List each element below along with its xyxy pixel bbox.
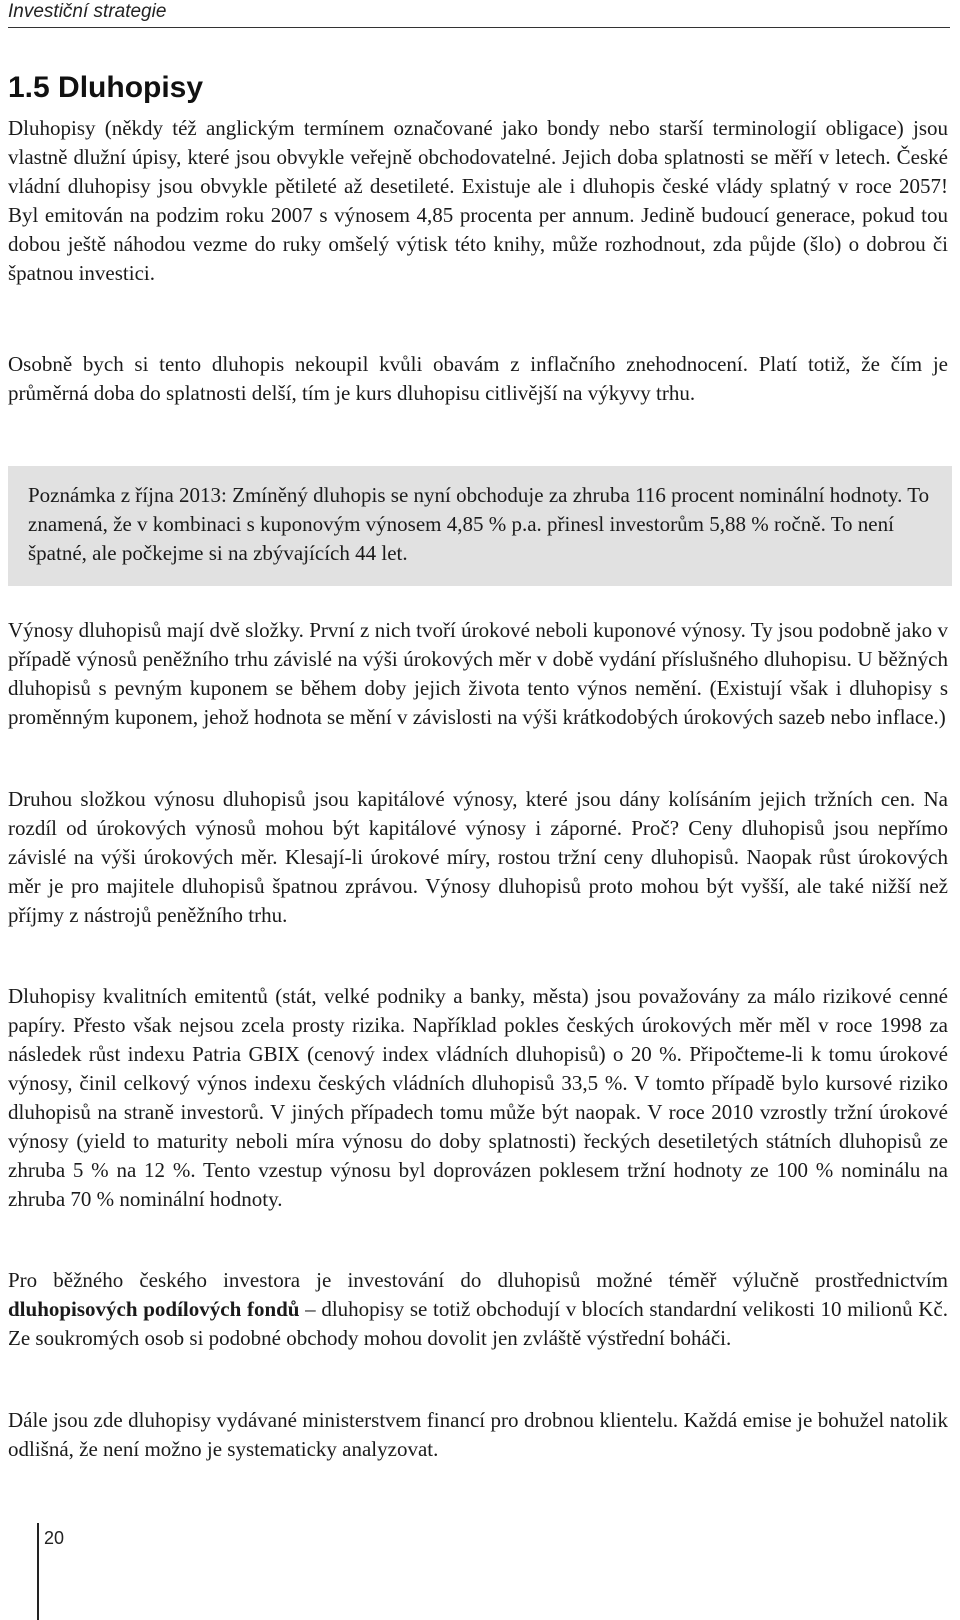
footer-divider (37, 1523, 39, 1620)
paragraph-yield-components: Výnosy dluhopisů mají dvě složky. První z nich tvoří úrokové neboli kuponové výnosy. Ty jsou podobně jako v případě výnosů peněžního trhu závislé na výši úrokových měr v době vydání příslušného dluhopisu. U běžných dluhopisů s pevným kuponem se během doby jejich života tento výnos nemění. (Existují však i dluhopisy s proměnným kuponem, jehož hodnota se mění v závislosti na výši krátkodobých úrokových sazeb nebo inflace.) (8, 618, 948, 729)
header-divider (8, 27, 950, 28)
page-number: 20 (44, 1528, 65, 1548)
paragraph-capital-gains: Druhou složkou výnosu dluhopisů jsou kapitálové výnosy, které jsou dány kolísáním jejich tržních cen. Na rozdíl od úrokových výnosů mohou být kapitálové výnosy i záporné. Proč? Ceny dluhopisů jsou nepřímo závislé na výši úrokových měr. Klesají-li úrokové míry, rostou tržní ceny dluhopisů. Naopak růst úrokových měr je pro majitele dluhopisů špatnou zprávou. Výnosy dluhopisů proto mohou být vyšší, ale také nižší než příjmy z nástrojů peněžního trhu. (8, 787, 948, 927)
note-box (8, 466, 952, 586)
paragraph-inflation: Osobně bych si tento dluhopis nekoupil kvůli obavám z inflačního znehodnocení. Platí totiž, že čím je průměrná doba do splatnosti delší, tím je kurs dluhopisu citlivější na výkyvy trhu. (8, 352, 948, 405)
paragraph-bond-funds-start: Pro běžného českého investora je investování do dluhopisů možné téměř výlučně prostřednictvím (8, 1268, 948, 1292)
paragraph-intro: Dluhopisy (někdy též anglickým termínem označované jako bondy nebo starší terminologií obligace) jsou vlastně dlužní úpisy, které jsou obvykle veřejně obchodovatelné. Jejich doba splatnosti se měří v letech. České vládní dluhopisy jsou obvykle pětileté až desetileté. Existuje ale i dluhopis české vlády splatný v roce 2057! Byl emitován na podzim roku 2007 s výnosem 4,85 procenta per annum. Jedině budoucí generace, pokud tou dobou ještě náhodou vezme do ruky omšelý výtisk této knihy, může rozhodnout, zda půjde (šlo) o dobrou či špatnou investici. (8, 116, 948, 285)
note-text: Poznámka z října 2013: Zmíněný dluhopis se nyní obchoduje za zhruba 116 procent nominální hodnoty. To znamená, že v kombinaci s kuponovým výnosem 4,85 % p.a. přinesl investorům 5,88 % ročně. To není špatné, ale počkejme si na zbývajících 44 let. (28, 483, 930, 565)
paragraph-retail-bonds: Dále jsou zde dluhopisy vydávané ministerstvem financí pro drobnou klientelu. Každá emise je bohužel natolik odlišná, že není možno je systematicky analyzovat. (8, 1408, 948, 1461)
paragraph-bond-funds-end: – dluhopisy se totiž obchodují v blocích standardní velikosti 10 milionů Kč. Ze soukromých osob si podobné obchody mohou dovolit jen zvláště výstřední boháči. (8, 1297, 948, 1350)
paragraph-bond-funds (8, 1266, 948, 1353)
bond-funds-term: dluhopisových podílových fondů (8, 1297, 300, 1321)
section-title: 1.5 Dluhopisy (8, 71, 204, 104)
running-header: Investiční strategie (8, 1, 167, 22)
paragraph-risk: Dluhopisy kvalitních emitentů (stát, velké podniky a banky, města) jsou považovány za málo rizikové cenné papíry. Přesto však nejsou zcela prosty rizika. Například pokles českých úrokových měr měl v roce 1998 za následek růst indexu Patria GBIX (cenový index vládních dluhopisů) o 20 %. Připočteme-li k tomu úrokové výnosy, činil celkový výnos indexu českých vládních dluhopisů 33,5 %. V tomto případě bylo kursové riziko dluhopisů na straně investorů. V jiných případech tomu může být naopak. V roce 2010 vzrostly tržní úrokové výnosy (yield to maturity neboli míra výnosu do doby splatnosti) řeckých desetiletých státních dluhopisů ze zhruba 5 % na 12 %. Tento vzestup výnosu byl doprovázen poklesem tržní hodnoty ze 100 % nominálu na zhruba 70 % nominální hodnoty. (8, 984, 948, 1211)
